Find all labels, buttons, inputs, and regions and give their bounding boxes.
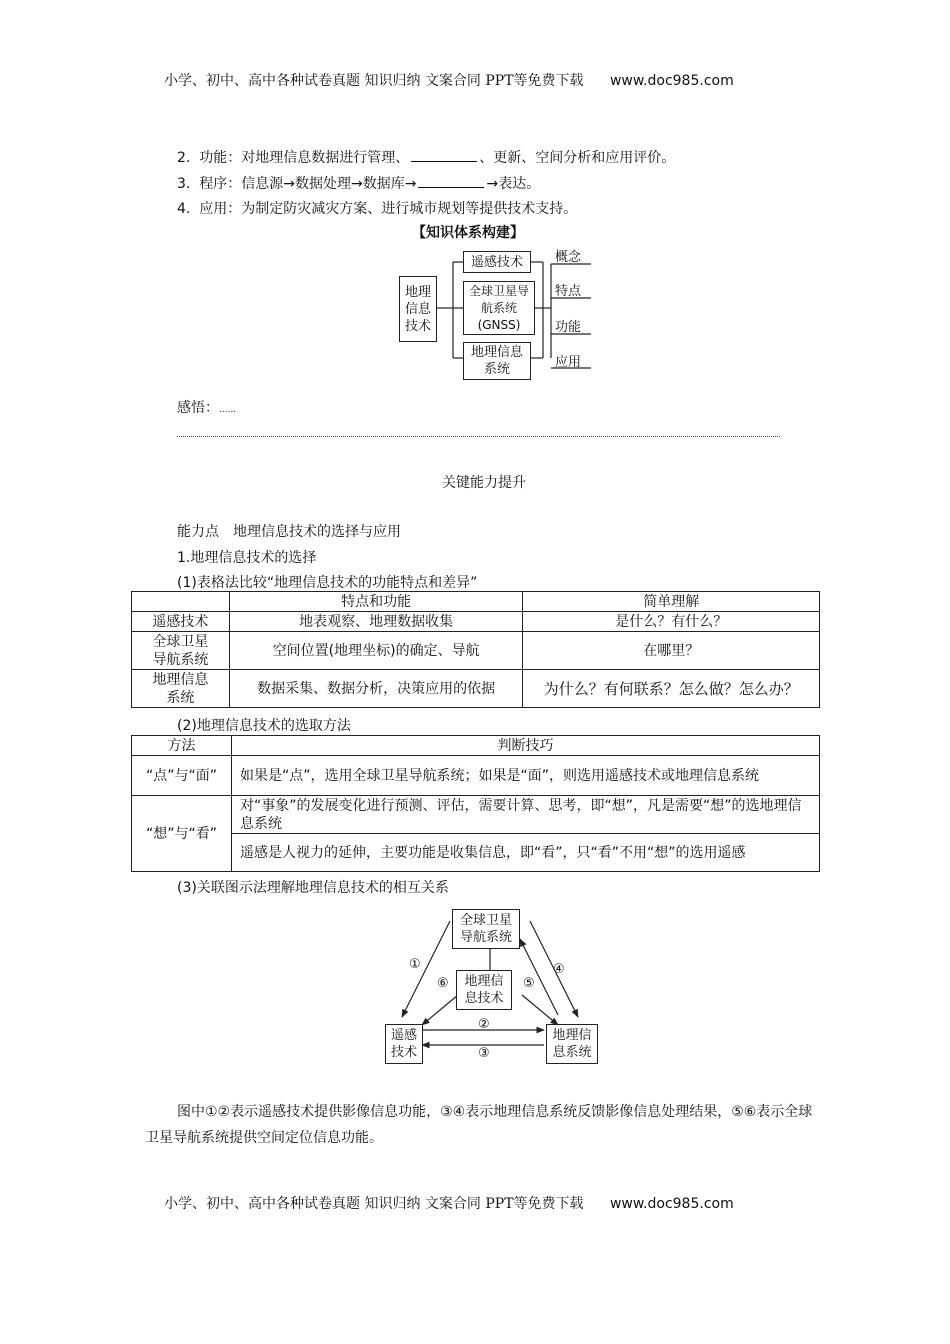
- knowledge-root-box: 地理信息技术: [399, 276, 437, 342]
- list-item-4: 4. 应用：为制定防灾减灾方案、进行城市规划等提供技术支持。: [177, 201, 578, 217]
- list-item-2: 2. 功能：对地理信息数据进行管理、 、更新、空间分析和应用评价。: [177, 150, 676, 166]
- table2-caption: (2)地理信息技术的选取方法: [177, 718, 351, 734]
- relation-top-box: 全球卫星导航系统: [452, 909, 520, 949]
- knowledge-branch-rs: 遥感技术: [463, 251, 531, 273]
- footer-text: 小学、初中、高中各种试卷真题 知识归纳 文案合同 PPT等免费下载: [164, 1196, 584, 1212]
- table1-caption: (1)表格法比较“地理信息技术的功能特点和差异”: [177, 575, 478, 591]
- aspect-application: 应用: [555, 355, 582, 370]
- knowledge-title: 【知识体系构建】: [412, 225, 524, 241]
- ability-title: 能力点 地理信息技术的选择与应用: [177, 524, 401, 540]
- relation-left-box: 遥感技术: [385, 1024, 423, 1064]
- table-row: “点”与“面” 如果是“点”，选用全球卫星导航系统；如果是“面”，则选用遥感技术或地理信息系统: [132, 756, 820, 796]
- relation-right-box: 地理信息系统: [546, 1024, 598, 1064]
- list-item-3: 3. 程序：信息源→数据处理→数据库→ →表达。: [177, 176, 541, 192]
- table-row: 遥感技术 地表观察、地理数据收集 是什么？有什么？: [132, 612, 820, 632]
- aspect-concept: 概念: [555, 250, 582, 265]
- table-row: 全球卫星导航系统 空间位置(地理坐标)的确定、导航 在哪里？: [132, 632, 820, 670]
- fill-blank: [411, 149, 477, 162]
- diagram-caption: (3)关联图示法理解地理信息技术的相互关系: [177, 880, 449, 896]
- knowledge-branch-gis: 地理信息系统: [463, 342, 531, 380]
- table-row: “想”与“看” 对“事象”的发展变化进行预测、评估，需要计算、思考，即“想”，凡是需要“想”的选地理信息系统: [132, 796, 820, 834]
- section-title: 关键能力提升: [442, 475, 526, 491]
- reflection: 感悟：......: [177, 400, 237, 416]
- aspect-function: 功能: [555, 320, 582, 335]
- aspect-feature: 特点: [555, 284, 582, 299]
- table-row: 地理信息系统 数据采集、数据分析，决策应用的依据 为什么？有何联系？怎么做？怎么办？: [132, 670, 820, 708]
- mark-4: ④: [553, 962, 565, 977]
- header-text: 小学、初中、高中各种试卷真题 知识归纳 文案合同 PPT等免费下载: [164, 73, 584, 89]
- summary-paragraph: 图中①②表示遥感技术提供影像信息功能，③④表示地理信息系统反馈影像信息处理结果，⑤⑥表示全球卫星导航系统提供空间定位信息功能。: [145, 1104, 813, 1146]
- mark-1: ①: [409, 957, 421, 972]
- comparison-table: [131, 591, 820, 708]
- mark-3: ③: [478, 1046, 490, 1061]
- page-footer: [164, 1193, 734, 1213]
- mark-6: ⑥: [437, 976, 449, 991]
- table-header-row: 方法 判断技巧: [132, 736, 820, 756]
- table-header-row: 特点和功能 简单理解: [132, 592, 820, 612]
- fill-blank: [418, 175, 484, 188]
- relation-center-box: 地理信息技术: [456, 970, 512, 1010]
- divider-dotted: [177, 436, 780, 437]
- ability-sub1: 1.地理信息技术的选择: [177, 550, 317, 566]
- footer-site[interactable]: www.doc985.com: [609, 1196, 734, 1212]
- page-header: [164, 70, 734, 90]
- mark-2: ②: [478, 1017, 490, 1032]
- method-table: [131, 735, 820, 872]
- header-site[interactable]: www.doc985.com: [609, 73, 734, 89]
- knowledge-branch-gnss: 全球卫星导航系统(GNSS): [463, 281, 535, 335]
- table-row: 遥感是人视力的延伸，主要功能是收集信息，即“看”，只“看”不用“想”的选用遥感: [132, 834, 820, 872]
- mark-5: ⑤: [523, 976, 535, 991]
